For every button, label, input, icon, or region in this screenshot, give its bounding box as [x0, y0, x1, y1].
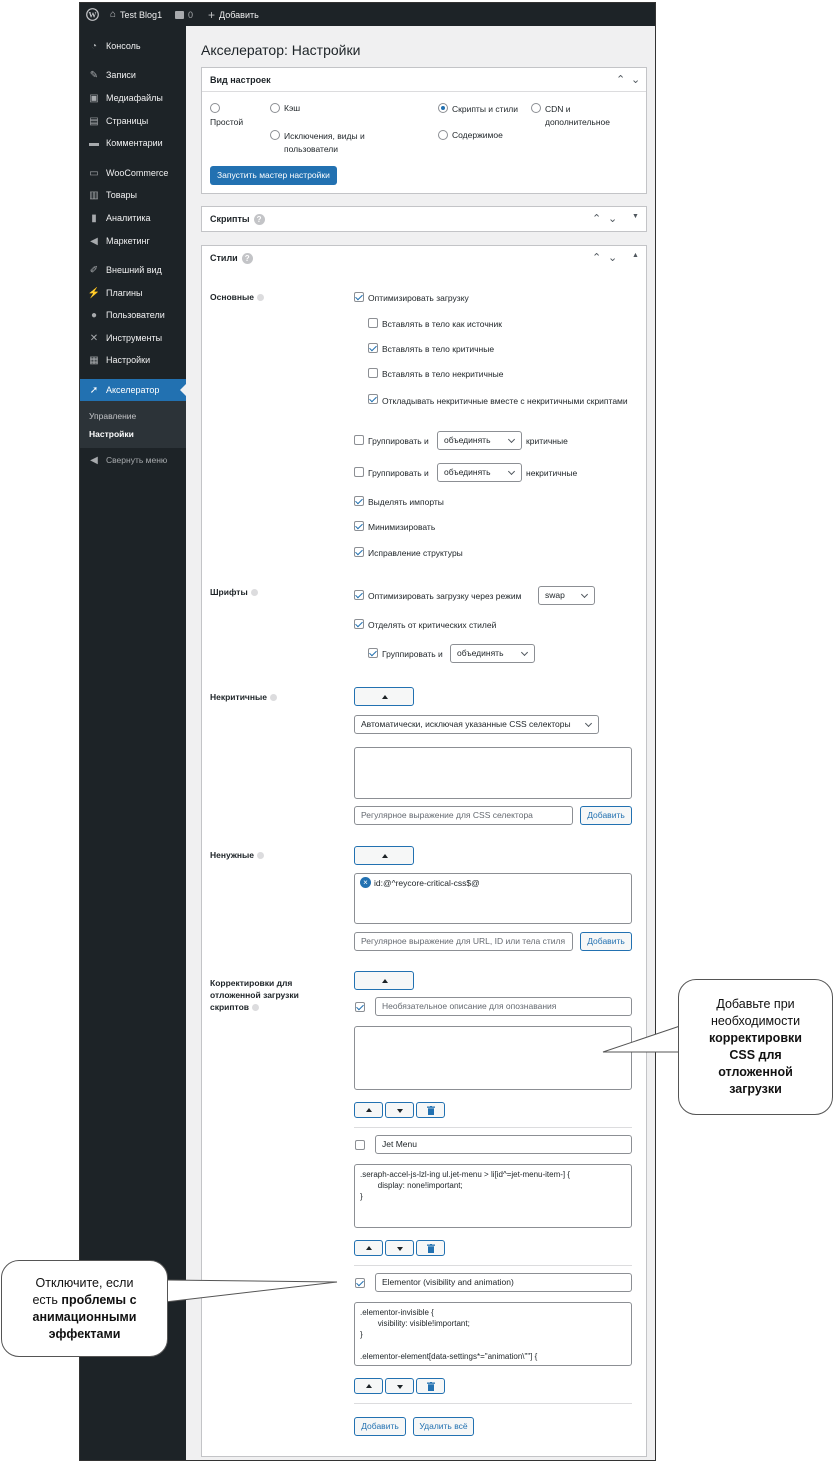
left-callout-bold3: эффектами — [48, 1327, 121, 1341]
styles-box — [201, 245, 647, 1457]
new-content-link[interactable] — [208, 3, 259, 26]
trash-icon — [427, 1244, 435, 1253]
corrections-collapse-button[interactable] — [354, 971, 414, 990]
menu-item-label: Инструменты — [106, 333, 163, 343]
browser-frame — [79, 2, 656, 1461]
admin-bar — [80, 3, 655, 26]
right-callout — [678, 979, 833, 1115]
fonts-optimize-label: Оптимизировать загрузку через режим — [368, 591, 522, 601]
group-noncritical-mode-select[interactable]: объединять — [437, 463, 522, 482]
correction-2-move-down-button[interactable] — [385, 1240, 414, 1256]
help-icon[interactable] — [251, 589, 258, 596]
correction-1-delete-button[interactable] — [416, 1102, 445, 1118]
comments-link[interactable] — [175, 3, 193, 26]
remove-tag-icon[interactable]: × — [360, 877, 371, 888]
fonts-separate-checkbox[interactable] — [354, 619, 364, 629]
radio-cache[interactable] — [270, 103, 280, 113]
box-title — [210, 214, 265, 225]
menu-item-label: Товары — [106, 190, 137, 200]
correction-3-delete-button[interactable] — [416, 1378, 445, 1394]
menu-item-label: Страницы — [106, 116, 149, 126]
scripts-box-title: Скрипты — [210, 214, 250, 224]
help-icon[interactable] — [257, 294, 264, 301]
separator — [354, 1265, 632, 1266]
noncritical-regex-input[interactable]: Регулярное выражение для CSS селектора — [354, 806, 573, 825]
correction-3-move-up-button[interactable] — [354, 1378, 383, 1394]
separator — [354, 1403, 632, 1404]
inline-source-checkbox[interactable] — [368, 318, 378, 328]
left-callout-bold2: анимационными — [32, 1310, 137, 1324]
move-up-icon[interactable]: ⌃ — [592, 213, 602, 225]
help-icon[interactable] — [257, 852, 264, 859]
scripts-box-header[interactable] — [202, 207, 646, 231]
group-noncritical-label: Группировать и — [368, 468, 429, 478]
plugin-icon: ⚡ — [87, 287, 101, 299]
right-callout-line2: необходимости — [710, 1014, 801, 1028]
inline-noncritical-checkbox[interactable] — [368, 368, 378, 378]
svg-text:W: W — [88, 10, 97, 20]
help-icon[interactable] — [270, 694, 277, 701]
wordpress-logo-icon[interactable] — [86, 3, 99, 26]
trash-icon — [427, 1106, 435, 1115]
group-critical-label: Группировать и — [368, 436, 429, 446]
menu-item-label: Маркетинг — [106, 236, 150, 246]
group-critical-mode-select[interactable]: объединять — [437, 431, 522, 450]
radio-simple-label: Простой — [210, 117, 244, 127]
group-critical-checkbox[interactable] — [354, 435, 364, 445]
caret-down-icon — [397, 1247, 403, 1251]
corrections-delete-all-button[interactable]: Удалить всё — [413, 1417, 474, 1436]
move-down-icon[interactable]: ⌄ — [608, 213, 618, 225]
dashboard-icon: ◔ — [90, 40, 98, 52]
defer-with-scripts-checkbox[interactable] — [368, 394, 378, 404]
menu-item-label: Пользователи — [106, 310, 165, 320]
page-icon: ▤ — [89, 115, 99, 127]
site-name: Test Blog1 — [120, 9, 163, 20]
menu-item-label: Плагины — [106, 288, 143, 298]
wrench-icon: ✕ — [89, 332, 99, 344]
move-down-icon[interactable]: ⌄ — [608, 252, 618, 264]
correction-3-title-input[interactable]: Elementor (visibility and animation) — [375, 1273, 632, 1292]
menu-item-label: Консоль — [106, 41, 141, 51]
comments-count: 0 — [188, 9, 194, 20]
unneeded-section-label — [210, 850, 264, 860]
unneeded-add-button[interactable]: Добавить — [580, 932, 632, 951]
chart-icon: ▮ — [91, 212, 97, 224]
menu-item-label: Аналитика — [106, 213, 151, 223]
move-up-icon[interactable]: ⌃ — [592, 252, 602, 264]
menu-item-posts[interactable] — [80, 64, 186, 86]
fonts-label-text: Шрифты — [210, 587, 248, 597]
view-settings-box — [201, 67, 647, 194]
menu-item-users[interactable] — [80, 304, 186, 326]
submenu-item-settings[interactable]: Настройки — [89, 429, 134, 439]
fonts-separate-label: Отделять от критических стилей — [368, 620, 497, 630]
fonts-optimize-checkbox[interactable] — [354, 590, 364, 600]
caret-up-icon — [382, 854, 388, 858]
site-name-link[interactable] — [110, 3, 162, 26]
move-up-icon[interactable]: ⌃ — [616, 74, 626, 86]
menu-item-marketing[interactable] — [80, 230, 186, 252]
radio-scripts-styles-label: Скрипты и стили — [452, 104, 519, 114]
caret-up-icon — [366, 1384, 372, 1388]
optimize-load-label: Оптимизировать загрузку — [368, 293, 469, 303]
menu-item-label: Внешний вид — [106, 265, 162, 275]
menu-item-label: Акселератор — [106, 385, 160, 395]
view-settings-header[interactable] — [202, 68, 646, 92]
corrections-label-text: Корректировки для отложенной загрузки скриптов — [210, 978, 299, 1012]
left-callout-bold1: проблемы с — [61, 1293, 137, 1307]
styles-box-title: Стили — [210, 253, 238, 263]
plus-icon: + — [208, 7, 216, 22]
separator — [354, 1127, 632, 1128]
fonts-mode-select[interactable]: swap — [538, 586, 595, 605]
corrections-add-button[interactable]: Добавить — [354, 1417, 406, 1436]
menu-item-settings[interactable] — [80, 349, 186, 371]
accelerator-submenu — [80, 401, 186, 448]
toggle-collapse-icon[interactable]: ▲ — [632, 252, 639, 259]
inline-critical-label: Вставлять в тело критичные — [382, 344, 495, 354]
help-icon[interactable]: ? — [254, 214, 265, 225]
fonts-section-label — [210, 587, 258, 597]
unneeded-tag-text: id:@^reycore-critical-css$@ — [374, 878, 480, 888]
unneeded-regex-input[interactable]: Регулярное выражение для URL, ID или тела стиля — [354, 932, 573, 951]
inline-critical-checkbox[interactable] — [368, 343, 378, 353]
menu-item-dashboard[interactable] — [80, 35, 186, 57]
group-noncritical-suffix: некритичные — [526, 468, 578, 478]
radio-cdn[interactable] — [531, 103, 541, 113]
move-down-icon[interactable]: ⌄ — [631, 74, 641, 86]
fix-structure-label: Исправление структуры — [368, 548, 463, 558]
menu-item-label: Медиафайлы — [106, 93, 163, 103]
extract-imports-checkbox[interactable] — [354, 496, 364, 506]
help-icon[interactable] — [252, 1004, 259, 1011]
collapse-icon: ◀ — [90, 454, 98, 466]
caret-up-icon — [382, 695, 388, 699]
basic-label-text: Основные — [210, 292, 255, 302]
noncritical-label-text: Некритичные — [210, 692, 267, 702]
noncritical-mode-select[interactable]: Автоматически, исключая указанные CSS селекторы — [354, 715, 599, 734]
home-icon: ⌂ — [110, 9, 117, 20]
caret-up-icon — [366, 1108, 372, 1112]
menu-item-woocommerce[interactable] — [80, 162, 186, 184]
defer-with-scripts-label: Откладывать некритичные вместе с некритичными скриптами — [382, 396, 628, 406]
minify-label: Минимизировать — [368, 522, 436, 532]
correction-3-checkbox[interactable] — [355, 1278, 365, 1288]
caret-down-icon — [397, 1109, 403, 1113]
box-title — [210, 253, 253, 264]
radio-exclusions-label: Исключения, виды и пользователи — [284, 131, 365, 154]
active-indicator — [180, 384, 186, 396]
admin-sidebar — [80, 26, 186, 1461]
correction-2-title-input[interactable]: Jet Menu — [375, 1135, 632, 1154]
correction-2-code-textarea[interactable]: .seraph-accel-js-lzl-ing ul.jet-menu > li[id^=jet-menu-item-] { display: none!important; } — [354, 1164, 632, 1228]
run-wizard-button[interactable]: Запустить мастер настройки — [210, 166, 337, 185]
menu-item-label: WooCommerce — [106, 168, 169, 178]
inline-source-label: Вставлять в тело как источник — [382, 319, 502, 329]
help-icon[interactable]: ? — [242, 253, 253, 264]
menu-item-plugins[interactable] — [80, 282, 186, 304]
correction-1-code-textarea[interactable] — [354, 1026, 632, 1090]
menu-item-comments[interactable] — [80, 132, 186, 154]
menu-item-products[interactable] — [80, 184, 186, 206]
radio-content[interactable] — [438, 130, 448, 140]
collapse-menu-button[interactable] — [80, 449, 186, 471]
extract-imports-label: Выделять импорты — [368, 497, 444, 507]
scripts-box — [201, 206, 647, 232]
collapse-menu-label: Свернуть меню — [106, 455, 168, 465]
unneeded-label-text: Ненужные — [210, 850, 254, 860]
left-callout-line2: есть — [32, 1293, 58, 1307]
correction-2-move-up-button[interactable] — [354, 1240, 383, 1256]
unneeded-collapse-button[interactable] — [354, 846, 414, 865]
correction-1-move-down-button[interactable] — [385, 1102, 414, 1118]
menu-item-analytics[interactable] — [80, 207, 186, 229]
correction-1-description-input[interactable]: Необязательное описание для опознавания — [375, 997, 632, 1016]
accelerator-icon: ➚ — [89, 384, 99, 396]
user-icon: ● — [90, 309, 98, 321]
right-callout-bold1: корректировки — [709, 1031, 802, 1045]
radio-exclusions[interactable] — [270, 130, 280, 140]
fix-structure-checkbox[interactable] — [354, 547, 364, 557]
comment-icon: ▬ — [89, 137, 99, 149]
noncritical-add-button[interactable]: Добавить — [580, 806, 632, 825]
settings-icon: ▦ — [89, 354, 99, 366]
fonts-group-checkbox[interactable] — [368, 648, 378, 658]
brush-icon: ✐ — [89, 264, 99, 276]
trash-icon — [427, 1382, 435, 1391]
caret-up-icon — [382, 979, 388, 983]
correction-2-checkbox[interactable] — [355, 1140, 365, 1150]
menu-item-tools[interactable] — [80, 327, 186, 349]
fonts-group-mode-select[interactable]: объединять — [450, 644, 535, 663]
correction-3-move-down-button[interactable] — [385, 1378, 414, 1394]
archive-icon: ▥ — [89, 189, 99, 201]
menu-item-accelerator[interactable] — [80, 379, 186, 401]
woo-icon: ▭ — [89, 167, 99, 179]
megaphone-icon: ◀ — [90, 235, 98, 247]
menu-item-label: Настройки — [106, 355, 151, 365]
noncritical-collapse-button[interactable] — [354, 687, 414, 706]
media-icon: ▣ — [89, 92, 99, 104]
menu-item-label: Комментарии — [106, 138, 163, 148]
inline-noncritical-label: Вставлять в тело некритичные — [382, 369, 504, 379]
right-callout-bold3: отложенной — [718, 1065, 793, 1079]
noncritical-section-label — [210, 692, 277, 702]
box-title: Вид настроек — [210, 75, 271, 85]
optimize-load-checkbox[interactable] — [354, 292, 364, 302]
left-callout — [1, 1260, 168, 1357]
menu-item-appearance[interactable] — [80, 259, 186, 281]
caret-down-icon — [397, 1385, 403, 1389]
menu-item-pages[interactable] — [80, 110, 186, 132]
correction-1-checkbox[interactable] — [355, 1002, 365, 1012]
new-content-label: Добавить — [219, 9, 259, 20]
corrections-section-label — [210, 977, 320, 1013]
correction-2-delete-button[interactable] — [416, 1240, 445, 1256]
minify-checkbox[interactable] — [354, 521, 364, 531]
right-callout-bold4: загрузки — [729, 1082, 782, 1096]
noncritical-list-textarea[interactable] — [354, 747, 632, 799]
menu-item-media[interactable] — [80, 87, 186, 109]
fonts-group-label: Группировать и — [382, 649, 443, 659]
radio-cdn-label: CDN и дополнительное — [545, 104, 611, 127]
right-callout-bold2: CSS для — [729, 1048, 782, 1062]
radio-simple[interactable] — [210, 103, 220, 113]
group-critical-suffix: критичные — [526, 436, 568, 446]
radio-cache-label: Кэш — [284, 103, 301, 113]
pin-icon: ✎ — [89, 69, 99, 81]
submenu-item-manage[interactable]: Управление — [89, 411, 137, 421]
group-noncritical-checkbox[interactable] — [354, 467, 364, 477]
comment-bubble-icon — [175, 11, 184, 19]
radio-content-label: Содержимое — [452, 130, 503, 140]
basic-section-label — [210, 292, 264, 302]
menu-item-label: Записи — [106, 70, 136, 80]
styles-box-header[interactable] — [202, 246, 646, 270]
page-title: Акселератор: Настройки — [201, 42, 361, 58]
correction-3-code-textarea[interactable]: .elementor-invisible { visibility: visible!important; } .elementor-element[data-settings*="animation\""] { — [354, 1302, 632, 1366]
left-callout-line1: Отключите, если — [35, 1276, 134, 1290]
radio-scripts-styles[interactable] — [438, 103, 448, 113]
right-callout-line1: Добавьте при — [716, 997, 795, 1011]
toggle-expand-icon[interactable]: ▼ — [632, 213, 639, 220]
caret-up-icon — [366, 1246, 372, 1250]
correction-1-move-up-button[interactable] — [354, 1102, 383, 1118]
